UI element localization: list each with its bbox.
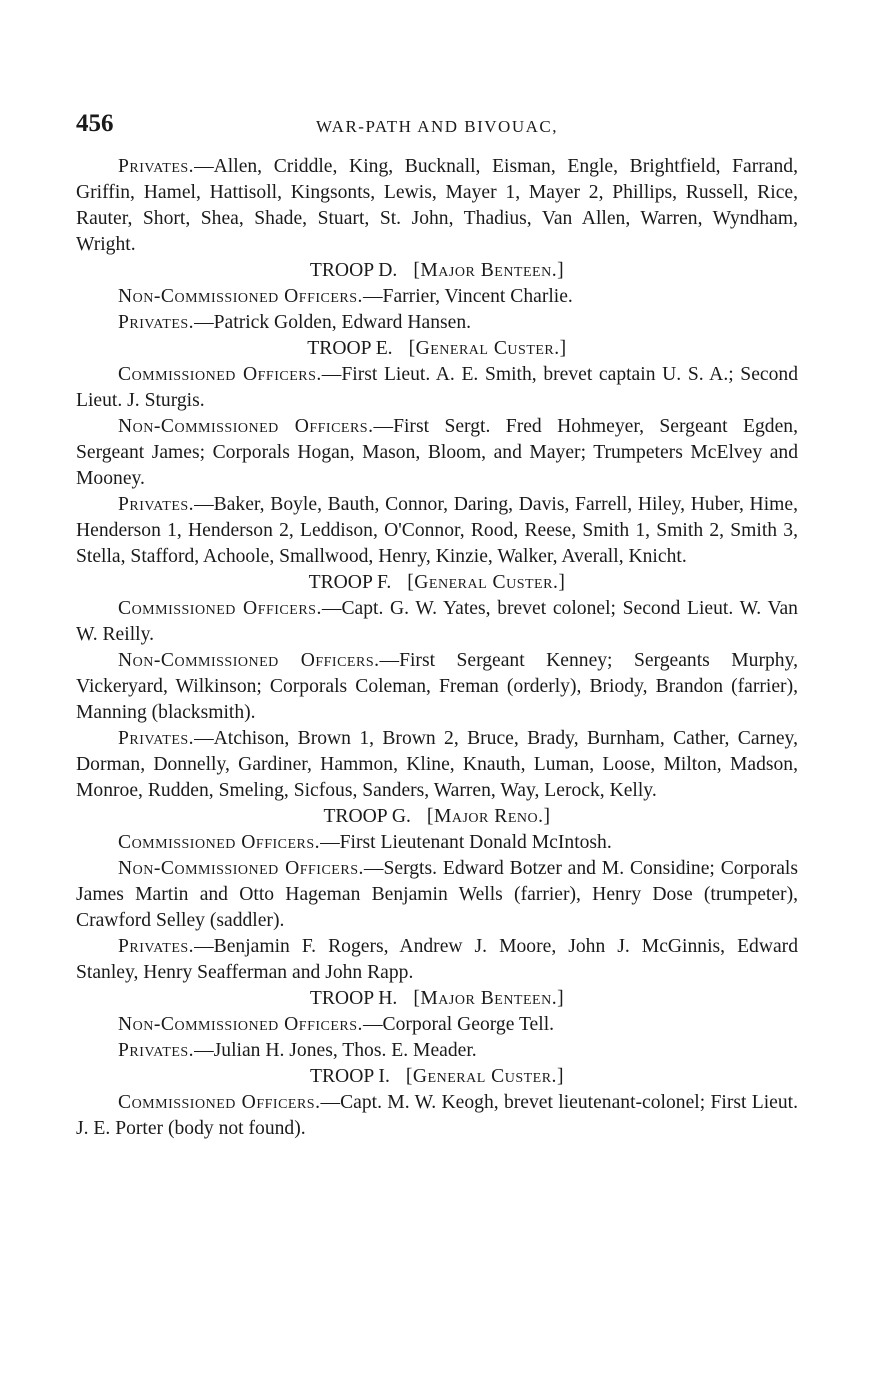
page-header bbox=[76, 110, 798, 154]
page-number: 456 bbox=[76, 110, 114, 137]
troop-heading bbox=[76, 336, 798, 362]
roster-names: —First Sergeant Kenney; Sergeants Murphy, Vickeryard, Wilkinson; Corporals Coleman, Freman (orderly), Briody, Brandon (farrier), Manning (blacksmith). bbox=[76, 650, 798, 723]
troop-heading bbox=[76, 1064, 798, 1090]
roster-label: Privates. bbox=[118, 1040, 195, 1061]
roster-label: Non-Commissioned Officers. bbox=[118, 286, 363, 307]
roster-label: Privates. bbox=[118, 494, 195, 515]
roster-names: —Baker, Boyle, Bauth, Connor, Daring, Davis, Farrell, Hiley, Huber, Hime, Henderson 1, Henderson 2, Leddison, O'Connor, Rood, Reese, Smith 1, Smith 2, Smith 3, Stella, Stafford, Achoole, Smallwood, Henry, Kinzie, Walker, Averall, Knicht. bbox=[76, 494, 798, 567]
troop-commander: [General Custer.] bbox=[407, 572, 566, 593]
roster-label: Privates. bbox=[118, 312, 195, 333]
roster-paragraph bbox=[76, 154, 798, 258]
roster-label: Commissioned Officers. bbox=[118, 598, 322, 619]
roster-paragraph bbox=[76, 284, 798, 310]
roster-names: —Patrick Golden, Edward Hansen. bbox=[194, 312, 472, 333]
roster-label: Commissioned Officers. bbox=[118, 364, 322, 385]
roster-names: —Allen, Criddle, King, Bucknall, Eisman, Engle, Brightfield, Farrand, Griffin, Hamel, Hattisoll, Kingsonts, Lewis, Mayer 1, Mayer 2, Phillips, Russell, Rice, Rauter, Short, Shea, Shade, Stuart, St. John, Thadius, Van Allen, Warren, Wyndham, Wright. bbox=[76, 156, 798, 255]
roster-label: Non-Commissioned Officers. bbox=[118, 416, 374, 437]
roster-paragraph bbox=[76, 1090, 798, 1142]
roster-names: —Farrier, Vincent Charlie. bbox=[362, 286, 573, 307]
roster-paragraph bbox=[76, 492, 798, 570]
troop-heading bbox=[76, 258, 798, 284]
roster-label: Non-Commissioned Officers. bbox=[118, 1014, 363, 1035]
roster-paragraph bbox=[76, 934, 798, 986]
roster-label: Non-Commissioned Officers. bbox=[118, 650, 380, 671]
troop-name: TROOP I. bbox=[310, 1066, 390, 1087]
roster-label: Non-Commissioned Officers. bbox=[118, 858, 364, 879]
roster-label: Privates. bbox=[118, 156, 195, 177]
roster-paragraph bbox=[76, 596, 798, 648]
roster-names: —Capt. G. W. Yates, brevet colonel; Second Lieut. W. Van W. Reilly. bbox=[76, 598, 798, 645]
roster-paragraph bbox=[76, 830, 798, 856]
roster-names: —Julian H. Jones, Thos. E. Meader. bbox=[194, 1040, 477, 1061]
troop-name: TROOP H. bbox=[309, 988, 398, 1009]
troop-commander: [General Custer.] bbox=[408, 338, 567, 359]
roster-paragraph bbox=[76, 310, 798, 336]
troop-commander: [Major Benteen.] bbox=[413, 988, 565, 1009]
troop-heading bbox=[76, 804, 798, 830]
roster-names: —Atchison, Brown 1, Brown 2, Bruce, Brady, Burnham, Cather, Carney, Dorman, Donnelly, Gardiner, Hammon, Kline, Knauth, Luman, Loose, Milton, Madson, Monroe, Rudden, Smeling, Sicfous, Sanders, Warren, Way, Lerock, Kelly. bbox=[76, 728, 798, 801]
roster-names: —First Lieutenant Donald McIntosh. bbox=[320, 832, 612, 853]
roster-paragraph bbox=[76, 1038, 798, 1064]
roster-names: —Benjamin F. Rogers, Andrew J. Moore, John J. McGinnis, Edward Stanley, Henry Seafferman and John Rapp. bbox=[76, 936, 798, 983]
roster-paragraph bbox=[76, 362, 798, 414]
running-title: WAR-PATH AND BIVOUAC, bbox=[316, 117, 558, 136]
troop-commander: [Major Reno.] bbox=[426, 806, 551, 827]
roster-names: —Capt. M. W. Keogh, brevet lieutenant-colonel; First Lieut. J. E. Porter (body not found). bbox=[76, 1092, 798, 1139]
roster-paragraph bbox=[76, 726, 798, 804]
roster-label: Privates. bbox=[118, 936, 195, 957]
roster-paragraph bbox=[76, 414, 798, 492]
troop-name: TROOP D. bbox=[309, 260, 398, 281]
roster-names: —Sergts. Edward Botzer and M. Considine; Corporals James Martin and Otto Hageman Benjamin Wells (farrier), Henry Dose (trumpeter), Crawford Selley (saddler). bbox=[76, 858, 798, 931]
roster-paragraph bbox=[76, 648, 798, 726]
troop-heading bbox=[76, 986, 798, 1012]
roster-label: Privates. bbox=[118, 728, 195, 749]
troop-heading bbox=[76, 570, 798, 596]
troop-commander: [General Custer.] bbox=[405, 1066, 564, 1087]
troop-name: TROOP E. bbox=[307, 338, 393, 359]
roster-names: —First Sergt. Fred Hohmeyer, Sergeant Egden, Sergeant James; Corporals Hogan, Mason, Bloom, and Mayer; Trumpeters McElvey and Mooney. bbox=[76, 416, 798, 489]
roster-paragraph bbox=[76, 856, 798, 934]
roster-names: —Corporal George Tell. bbox=[362, 1014, 555, 1035]
roster-names: —First Lieut. A. E. Smith, brevet captain U. S. A.; Second Lieut. J. Sturgis. bbox=[76, 364, 798, 411]
roster-label: Commissioned Officers. bbox=[118, 1092, 321, 1113]
troop-name: TROOP G. bbox=[323, 806, 411, 827]
roster-paragraph bbox=[76, 1012, 798, 1038]
roster-label: Commissioned Officers. bbox=[118, 832, 321, 853]
troop-name: TROOP F. bbox=[308, 572, 392, 593]
page-body bbox=[76, 154, 798, 1142]
troop-commander: [Major Benteen.] bbox=[413, 260, 565, 281]
